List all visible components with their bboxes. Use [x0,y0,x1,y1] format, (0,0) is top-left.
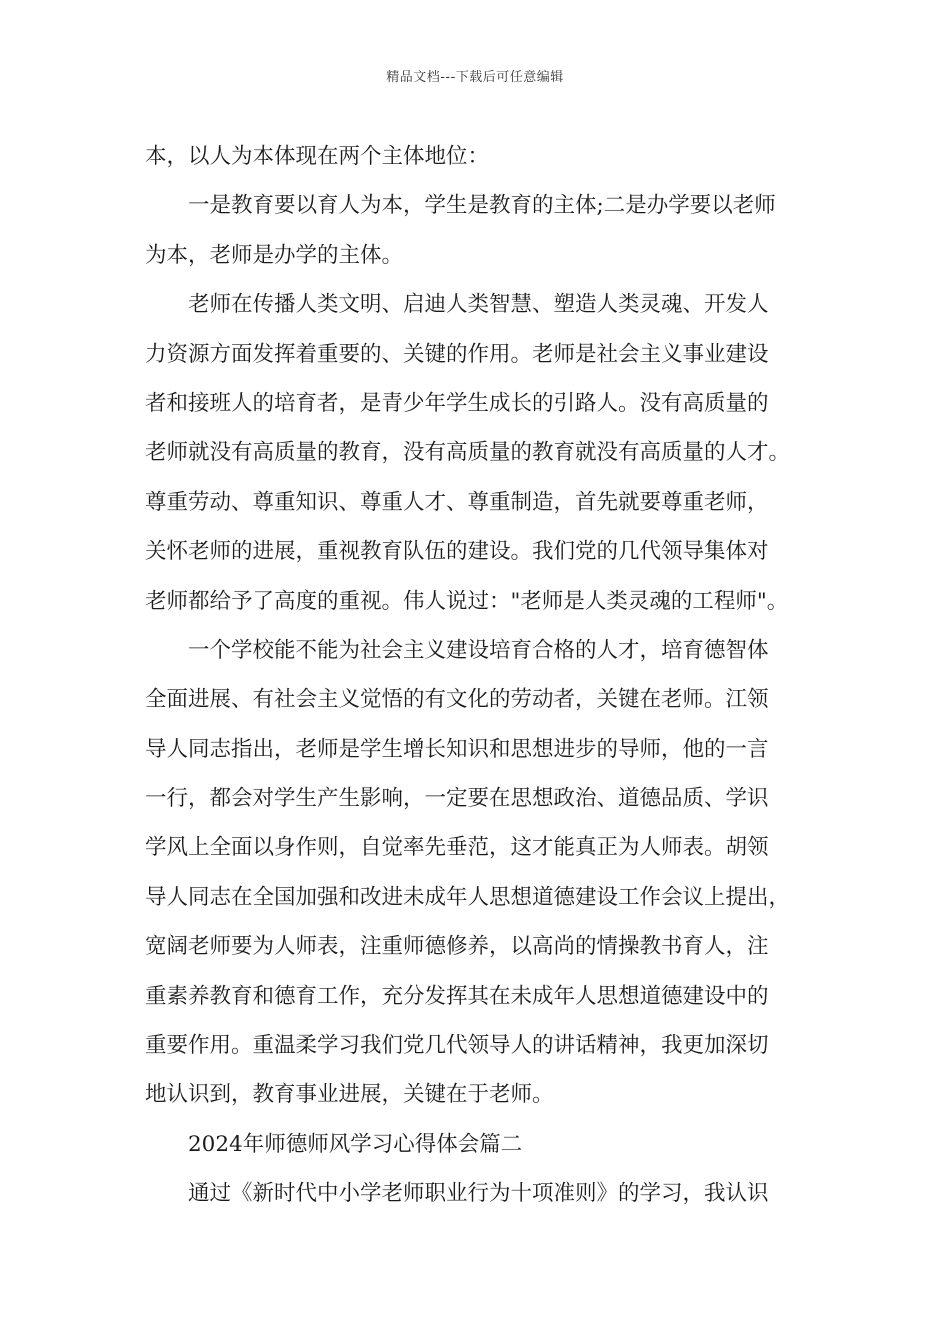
text-line: 一行，都会对学生产生影响，一定要在思想政治、道德品质、学识 [145,786,769,812]
text-line: 全面进展、有社会主义觉悟的有文化的劳动者，关键在老师。江领 [145,687,769,713]
text-line: 一是教育要以育人为本，学生是教育的主体;二是办学要以老师 [188,193,776,219]
text-line: 通过《新时代中小学老师职业行为十项准则》的学习，我认识 [188,1181,769,1207]
text-line: 老师都给予了高度的重视。伟人说过："老师是人类灵魂的工程师"。 [145,588,789,614]
page-header: 精品文档---下载后可任意编辑 [386,70,564,85]
text-line: 一个学校能不能为社会主义建设培育合格的人才，培育德智体 [188,637,769,663]
text-line: 老师在传播人类文明、启迪人类智慧、塑造人类灵魂、开发人 [188,292,769,318]
text-line: 导人同志在全国加强和改进未成年人思想道德建设工作会议上提出， [145,884,791,910]
text-line: 老师就没有高质量的教育，没有高质量的教育就没有高质量的人才。 [145,440,791,466]
text-line: 本，以人为本体现在两个主体地位： [145,144,490,169]
document-body [145,132,825,1219]
text-line: 2024年师德师风学习心得体会篇二 [188,1131,523,1157]
text-line: 重要作用。重温柔学习我们党几代领导人的讲话精神，我更加深切 [145,1033,769,1059]
text-line: 学风上全面以身作则，自觉率先垂范，这才能真正为人师表。胡领 [145,835,769,861]
text-line: 为本，老师是办学的主体。 [145,242,404,268]
text-line: 者和接班人的培育者，是青少年学生成长的引路人。没有高质量的 [145,390,769,416]
text-line: 力资源方面发挥着重要的、关键的作用。老师是社会主义事业建设 [145,341,769,367]
text-line: 关怀老师的进展，重视教育队伍的建设。我们党的几代领导集体对 [145,539,769,565]
text-line: 地认识到，教育事业进展，关键在于老师。 [145,1082,554,1108]
text-line: 尊重劳动、尊重知识、尊重人才、尊重制造，首先就要尊重老师， [145,489,769,515]
text-line: 导人同志指出，老师是学生增长知识和思想进步的导师，他的一言 [145,736,769,762]
text-line: 重素养教育和德育工作，充分发挥其在未成年人思想道德建设中的 [145,983,769,1009]
text-line: 宽阔老师要为人师表，注重师德修养，以高尚的情操教书育人，注 [145,934,769,960]
